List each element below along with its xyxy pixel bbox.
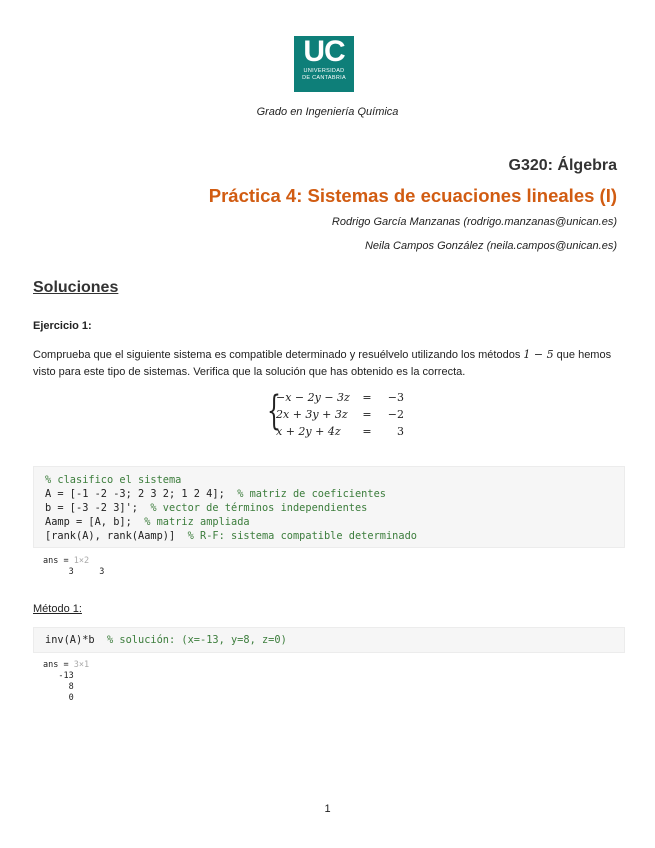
degree-name: Grado en Ingeniería Química (256, 106, 399, 118)
code-line (45, 633, 613, 647)
code-comment: % vector de términos independientes (150, 502, 368, 514)
author-2: Neila Campos González (neila.campos@unican.es) (364, 240, 617, 252)
equation-equals: = (362, 408, 372, 421)
exercise-statement (33, 346, 623, 381)
code-comment: % solución: (x=-13, y=8, z=0) (107, 634, 287, 646)
code-output-rank (43, 556, 104, 578)
output-header (43, 556, 104, 567)
course-title: G320: Álgebra (508, 157, 617, 174)
code-output-solution (43, 660, 89, 704)
code-line (45, 515, 613, 529)
equation-rhs: −3 (387, 391, 404, 404)
exercise-title: Ejercicio 1: (33, 320, 92, 332)
statement-text-1: Comprueba que el siguiente sistema es compatible determinado y resuélvelo utilizando los métodos (33, 349, 524, 361)
code-text: b = [-3 -2 3]'; (45, 502, 151, 514)
equation-lhs: x + 2y + 4z (276, 425, 341, 438)
code-line (45, 501, 613, 515)
code-comment: % clasifico el sistema (45, 474, 182, 486)
author-1: Rodrigo García Manzanas (rodrigo.manzanas@unican.es) (331, 216, 617, 228)
code-comment: % R-F: sistema compatible determinado (187, 530, 417, 542)
output-label: ans = (43, 556, 74, 566)
code-text: inv(A)*b (45, 634, 107, 646)
equation-row (276, 406, 404, 423)
method-heading: Método 1: (33, 603, 82, 615)
output-value: 0 (43, 693, 74, 703)
statement-text-2: que hemos visto para este tipo de sistemas. Verifica que la solución que has obtenido es la correcta. (33, 349, 612, 378)
logo-main-text: UC (303, 35, 345, 68)
code-text: Aamp = [A, b]; (45, 516, 145, 528)
equation-equals: = (362, 425, 372, 438)
output-label: ans = (43, 660, 74, 670)
code-comment: % matriz de coeficientes (237, 488, 386, 500)
page-number: 1 (324, 803, 331, 815)
equation-equals: = (362, 391, 372, 404)
equation-lhs: −x − 2y − 3z (276, 391, 350, 404)
output-size: 1×2 (73, 556, 90, 566)
equation-rhs: 3 (397, 425, 404, 438)
logo-line-2: DE CANTABRIA (302, 75, 346, 81)
code-line (45, 529, 613, 543)
output-size: 3×1 (73, 660, 90, 670)
output-value: 8 (43, 682, 74, 692)
equation-lhs: 2x + 3y + 3z (276, 408, 348, 421)
section-heading: Soluciones (33, 279, 119, 296)
equation-row (276, 423, 404, 440)
output-value: -13 (43, 671, 74, 681)
code-line (45, 487, 613, 501)
output-header (43, 660, 89, 671)
code-text: [rank(A), rank(Aamp)] (45, 530, 188, 542)
practice-title: Práctica 4: Sistemas de ecuaciones lineales (I) (208, 185, 617, 206)
logo-line-1: UNIVERSIDAD (303, 68, 345, 74)
university-logo (294, 36, 354, 92)
code-block-method-1[interactable] (33, 627, 625, 653)
statement-math: 1 − 5 (523, 348, 554, 361)
code-text: A = [-1 -2 -3; 2 3 2; 1 2 4]; (45, 488, 238, 500)
code-block-classify[interactable] (33, 466, 625, 548)
equation-rhs: −2 (387, 408, 404, 421)
code-line (45, 473, 613, 487)
output-values: 3 3 (43, 567, 105, 577)
left-brace: { (267, 388, 281, 434)
equation-row (276, 389, 404, 406)
code-comment: % matriz ampliada (144, 516, 250, 528)
